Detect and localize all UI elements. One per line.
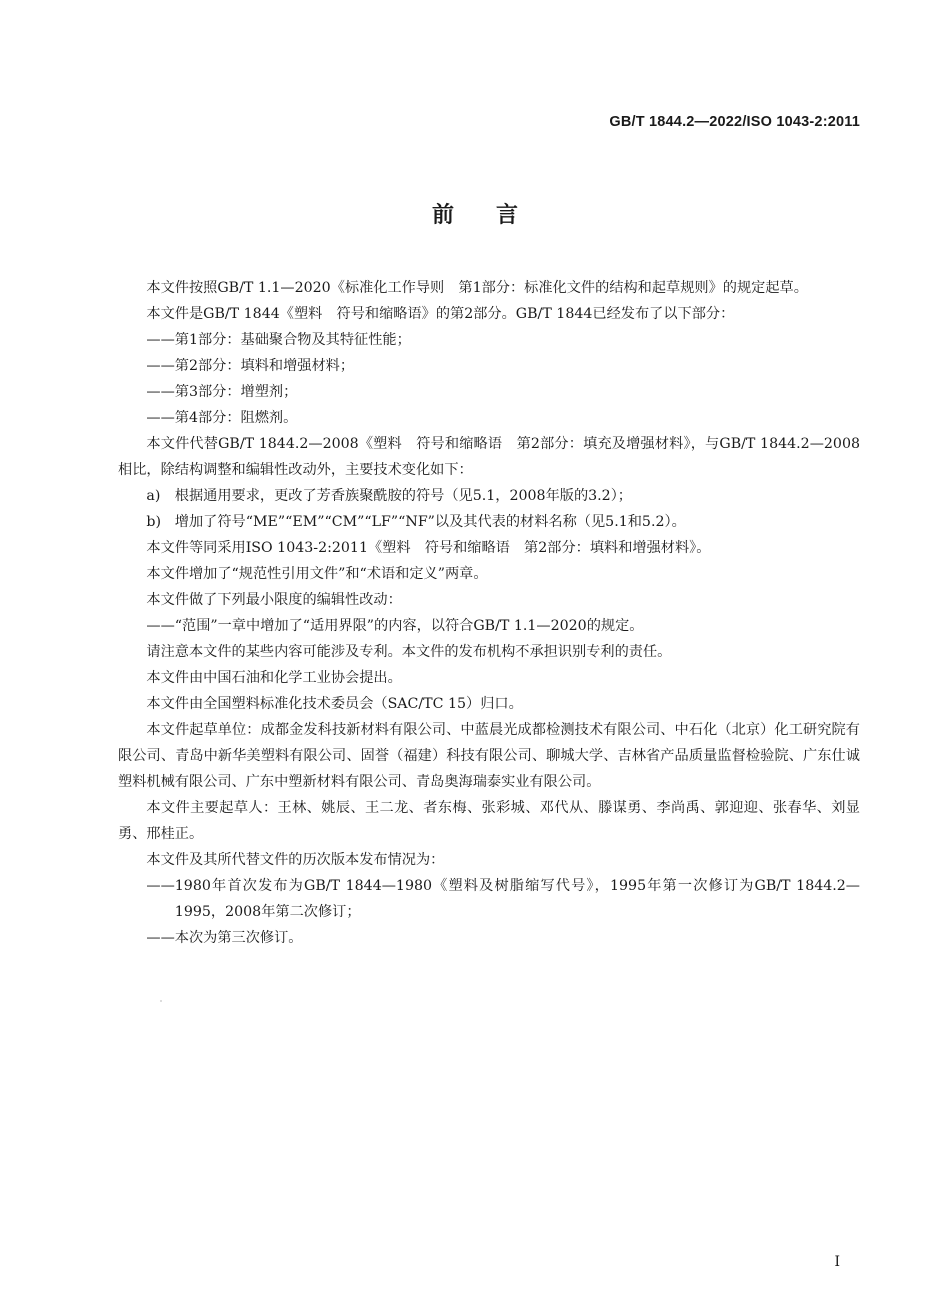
part-list-item: ——第3部分：增塑剂； [146,384,298,400]
paragraph-history-intro: 本文件及其所代替文件的历次版本发布情况为： [146,852,445,868]
paragraph-drafting-units: 本文件起草单位：成都金发科技新材料有限公司、中蓝晨光成都检测技术有限公司、中石化（北京）化工研究院有限公司、青岛中新华美塑料有限公司、固誉（福建）科技有限公司、聊城大学、吉林省产品质量监督检验院、广东仕诚塑料机械有限公司、广东中塑新材料有限公司、青岛奥海瑞泰实业有限公司。 [118,722,860,790]
change-item-text: 增加了符号“ME”“EM”“CM”“LF”“NF”以及其代表的材料名称（见5.1和5.2）。 [174,514,686,530]
paragraph-drafters: 本文件主要起草人：王林、姚辰、王二龙、者东梅、张彩城、邓代从、滕谋勇、李尚禹、郭迎迎、张春华、刘显勇、邢桂正。 [118,800,860,842]
part-list-item: ——第1部分：基础聚合物及其特征性能； [146,332,411,348]
change-item [118,509,860,535]
change-item-label: a) [146,488,161,504]
standard-code: GB/T 1844.2—2022/ISO 1043-2:2011 [609,114,860,130]
paragraph-added-chapters: 本文件增加了“规范性引用文件”和“术语和定义”两章。 [146,566,488,582]
paragraph-proposer: 本文件由中国石油和化学工业协会提出。 [146,670,402,686]
paragraph-committee: 本文件由全国塑料标准化技术委员会（SAC/TC 15）归口。 [146,696,523,712]
history-item: ——本次为第三次修订。 [146,930,303,946]
paragraph-iso-adoption: 本文件等同采用ISO 1043-2:2011《塑料 符号和缩略语 第2部分：填料和增强材料》。 [146,540,711,556]
change-item [118,483,860,509]
part-list-item: ——第2部分：填料和增强材料； [146,358,355,374]
paragraph-series-intro: 本文件是GB/T 1844《塑料 符号和缩略语》的第2部分。GB/T 1844已经发布了以下部分： [146,306,735,322]
part-list-item: ——第4部分：阻燃剂。 [146,410,298,426]
preface-body [118,275,860,951]
change-item-text: 根据通用要求，更改了芳香族聚酰胺的符号（见5.1，2008年版的3.2）； [174,488,632,504]
change-item-label: b) [146,514,162,530]
page-number: I [834,1254,840,1270]
paragraph-drafting-rule: 本文件按照GB/T 1.1—2020《标准化工作导则 第1部分：标准化文件的结构和起草规则》的规定起草。 [146,280,808,296]
page-title: 前言 [431,203,560,228]
paragraph-replacement: 本文件代替GB/T 1844.2—2008《塑料 符号和缩略语 第2部分：填充及增强材料》，与GB/T 1844.2—2008相比，除结构调整和编辑性改动外，主要技术变化如下： [118,436,860,478]
editorial-change-item: ——“范围”一章中增加了“适用界限”的内容，以符合GB/T 1.1—2020的规定。 [146,618,644,634]
scan-speck [160,1000,162,1002]
paragraph-patent-notice: 请注意本文件的某些内容可能涉及专利。本文件的发布机构不承担识别专利的责任。 [146,644,672,660]
paragraph-editorial-changes: 本文件做了下列最小限度的编辑性改动： [146,592,402,608]
history-item: ——1980年首次发布为GB/T 1844—1980《塑料及树脂缩写代号》，1995年第一次修订为GB/T 1844.2—1995，2008年第二次修订； [146,878,860,920]
